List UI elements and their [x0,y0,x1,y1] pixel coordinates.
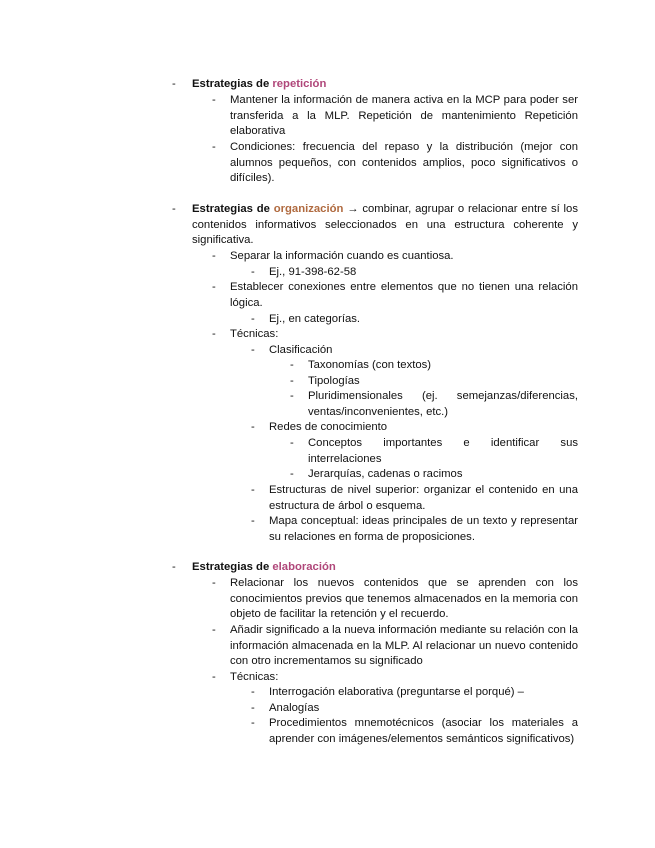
heading-rest: → combinar, agrupar o relacionar entre sí los contenidos informativos seleccionados en una estructura coherente y significativa. [192,203,578,247]
list-item [290,358,578,374]
item-text: Ej., 91-398-62-58 [269,266,357,278]
item-text: Redes de conocimiento [269,421,388,433]
list-item [251,716,578,747]
item-text: Interrogación elaborativa (preguntarse el porqué) – [269,686,524,698]
item-text: Pluridimensionales (ej. semejanzas/diferencias, ventas/inconvenientes, etc.) [308,390,578,418]
bullet-dash: - [251,686,255,698]
bullet-dash: - [251,313,255,325]
heading-organizacion [172,202,578,249]
bullet-dash: - [251,266,255,278]
item-text: Mantener la información de manera activa en la MCP para poder ser transferida a la MLP. Repetición de mantenimiento Repetición elaborativa [230,94,578,138]
bullet-dash: - [212,577,216,589]
item-text: Analogías [269,702,320,714]
heading-label: Estrategias de [192,203,270,215]
bullet-dash: - [172,561,176,573]
item-text: Clasificación [269,344,333,356]
item-text: Técnicas: [230,671,279,683]
heading-accent: elaboración [272,561,336,573]
bullet-dash: - [212,141,216,153]
heading-repeticion [172,77,578,93]
item-text: Ej., en categorías. [269,313,361,325]
bullet-dash: - [290,390,294,402]
bullet-dash: - [251,484,255,496]
list-item [251,420,578,436]
list-item [212,327,578,343]
bullet-dash: - [212,624,216,636]
item-text: Jerarquías, cadenas o racimos [308,468,463,480]
heading-label: Estrategias de [192,561,270,573]
bullet-dash: - [251,421,255,433]
list-item [251,312,578,328]
item-text: Taxonomías (con textos) [308,359,432,371]
list-item [212,576,578,623]
bullet-dash: - [290,437,294,449]
heading-label: Estrategias de [192,78,270,90]
bullet-dash: - [212,328,216,340]
list-item [290,389,578,420]
bullet-dash: - [212,281,216,293]
item-text: Añadir significado a la nueva información mediante su relación con la información almacenada en la MLP. Al relacionar un nuevo contenido con otro incrementamos su significado [230,624,578,668]
bullet-dash: - [251,344,255,356]
item-text: Conceptos importantes e identificar sus interrelaciones [308,437,578,465]
heading-elaboracion [172,560,578,576]
item-text: Relacionar los nuevos contenidos que se aprenden con los conocimientos previos que tenemos almacenados en la memoria con objeto de facilitar la retención y el recuerdo. [230,577,578,621]
bullet-dash: - [251,717,255,729]
item-text: Procedimientos mnemotécnicos (asociar los materiales a aprender con imágenes/elementos semánticos significativos) [269,717,578,745]
bullet-dash: - [290,468,294,480]
bullet-dash: - [212,94,216,106]
list-item [251,483,578,514]
list-item [212,140,578,187]
heading-accent: organización [273,203,344,215]
bullet-dash: - [212,671,216,683]
item-text: Condiciones: frecuencia del repaso y la distribución (mejor con alumnos pequeños, con contenidos amplios, poco significativos o difíciles). [230,141,578,185]
list-item [212,670,578,686]
item-text: Estructuras de nivel superior: organizar el contenido en una estructura de árbol o esquema. [269,484,578,512]
bullet-dash: - [172,203,176,215]
item-text: Separar la información cuando es cuantiosa. [230,250,454,262]
list-item [290,436,578,467]
list-item [212,280,578,311]
list-item [212,93,578,140]
item-text: Mapa conceptual: ideas principales de un texto y representar su relaciones en forma de proposiciones. [269,515,578,543]
list-item [212,249,578,265]
bullet-dash: - [172,78,176,90]
list-item [251,265,578,281]
item-text: Establecer conexiones entre elementos que no tienen una relación lógica. [230,281,578,309]
item-text: Técnicas: [230,328,279,340]
list-item [251,514,578,545]
bullet-dash: - [290,359,294,371]
bullet-dash: - [251,702,255,714]
list-item [251,701,578,717]
bullet-dash: - [290,375,294,387]
heading-accent: repetición [272,78,327,90]
list-item [251,685,578,701]
item-text: Tipologías [308,375,360,387]
list-item [290,467,578,483]
bullet-dash: - [212,250,216,262]
list-item [212,623,578,670]
bullet-dash: - [251,515,255,527]
list-item [290,374,578,390]
list-item [251,343,578,359]
